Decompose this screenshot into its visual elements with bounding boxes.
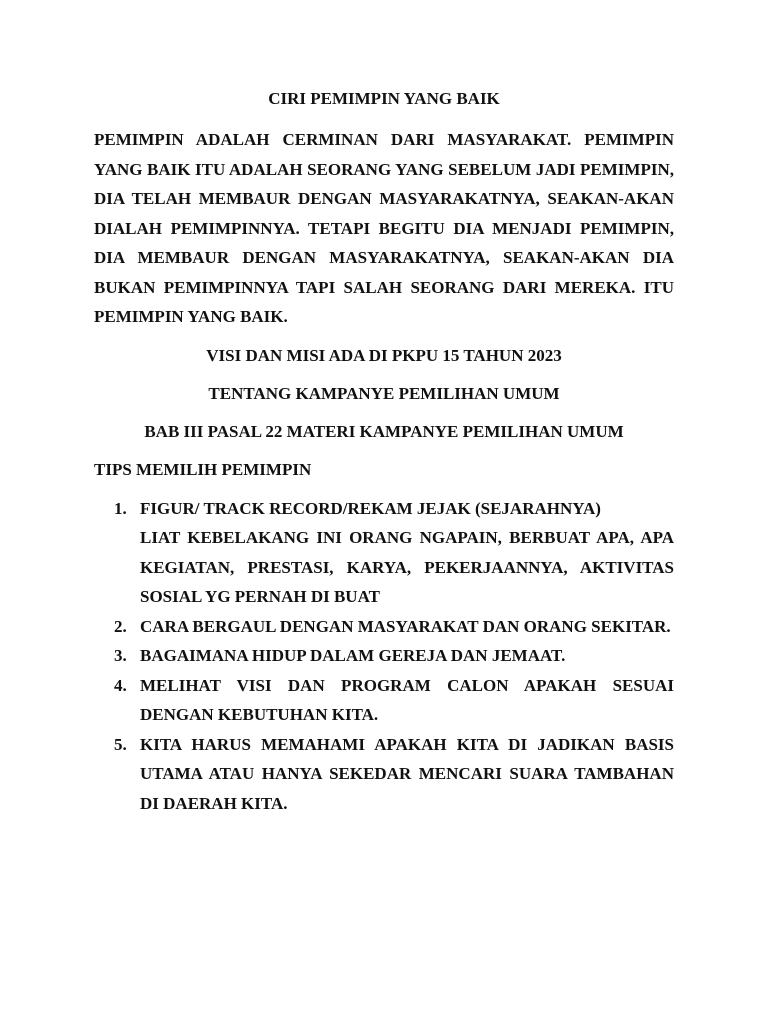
list-number: 2. xyxy=(114,616,127,636)
list-item-text: BAGAIMANA HIDUP DALAM GEREJA DAN JEMAAT. xyxy=(140,646,566,665)
tips-heading: TIPS MEMILIH PEMIMPIN xyxy=(94,459,312,479)
list-item xyxy=(94,730,674,819)
list-item xyxy=(94,612,674,642)
list-item-text: KITA HARUS MEMAHAMI APAKAH KITA DI JADIKAN BASIS UTAMA ATAU HANYA SEKEDAR MENCARI SUARA TAMBAHAN DI DAERAH KITA. xyxy=(140,734,674,813)
visi-line: VISI DAN MISI ADA DI PKPU 15 TAHUN 2023 xyxy=(206,345,562,365)
list-number: 5. xyxy=(114,734,127,754)
list-item-text: MELIHAT VISI DAN PROGRAM CALON APAKAH SESUAI DENGAN KEBUTUHAN KITA. xyxy=(140,675,674,724)
intro-paragraph: PEMIMPIN ADALAH CERMINAN DARI MASYARAKAT. PEMIMPIN YANG BAIK ITU ADALAH SEORANG YANG SEBELUM JADI PEMIMPIN, DIA TELAH MEMBAUR DENGAN MASYARAKATNYA, SEAKAN-AKAN DIALAH PEMIMPINNYA. TETAPI BEGITU DIA MENJADI PEMIMPIN, DIA MEMBAUR DENGAN MASYARAKATNYA, SEAKAN-AKAN DIA BUKAN PEMIMPINNYA TAPI SALAH SEORANG DARI MEREKA. ITU PEMIMPIN YANG BAIK. xyxy=(94,130,674,326)
list-item-text: CARA BERGAUL DENGAN MASYARAKAT DAN ORANG SEKITAR. xyxy=(140,616,671,636)
list-item xyxy=(94,641,674,671)
list-item-text: LIAT KEBELAKANG INI ORANG NGAPAIN, BERBUAT APA, APA KEGIATAN, PRESTASI, KARYA, PEKERJAANNYA, AKTIVITAS SOSIAL YG PERNAH DI BUAT xyxy=(140,528,674,606)
bab-line: BAB III PASAL 22 MATERI KAMPANYE PEMILIHAN UMUM xyxy=(144,421,624,441)
kampanye-line: TENTANG KAMPANYE PEMILIHAN UMUM xyxy=(208,383,560,403)
list-item xyxy=(94,494,674,612)
list-item xyxy=(94,671,674,730)
tips-list xyxy=(94,494,674,819)
document-title: CIRI PEMIMPIN YANG BAIK xyxy=(268,89,500,108)
list-number: 1. xyxy=(114,498,127,518)
list-number: 4. xyxy=(114,675,127,695)
list-item-title: FIGUR/ TRACK RECORD/REKAM JEJAK (SEJARAHNYA) xyxy=(140,498,601,518)
list-number: 3. xyxy=(114,646,127,665)
